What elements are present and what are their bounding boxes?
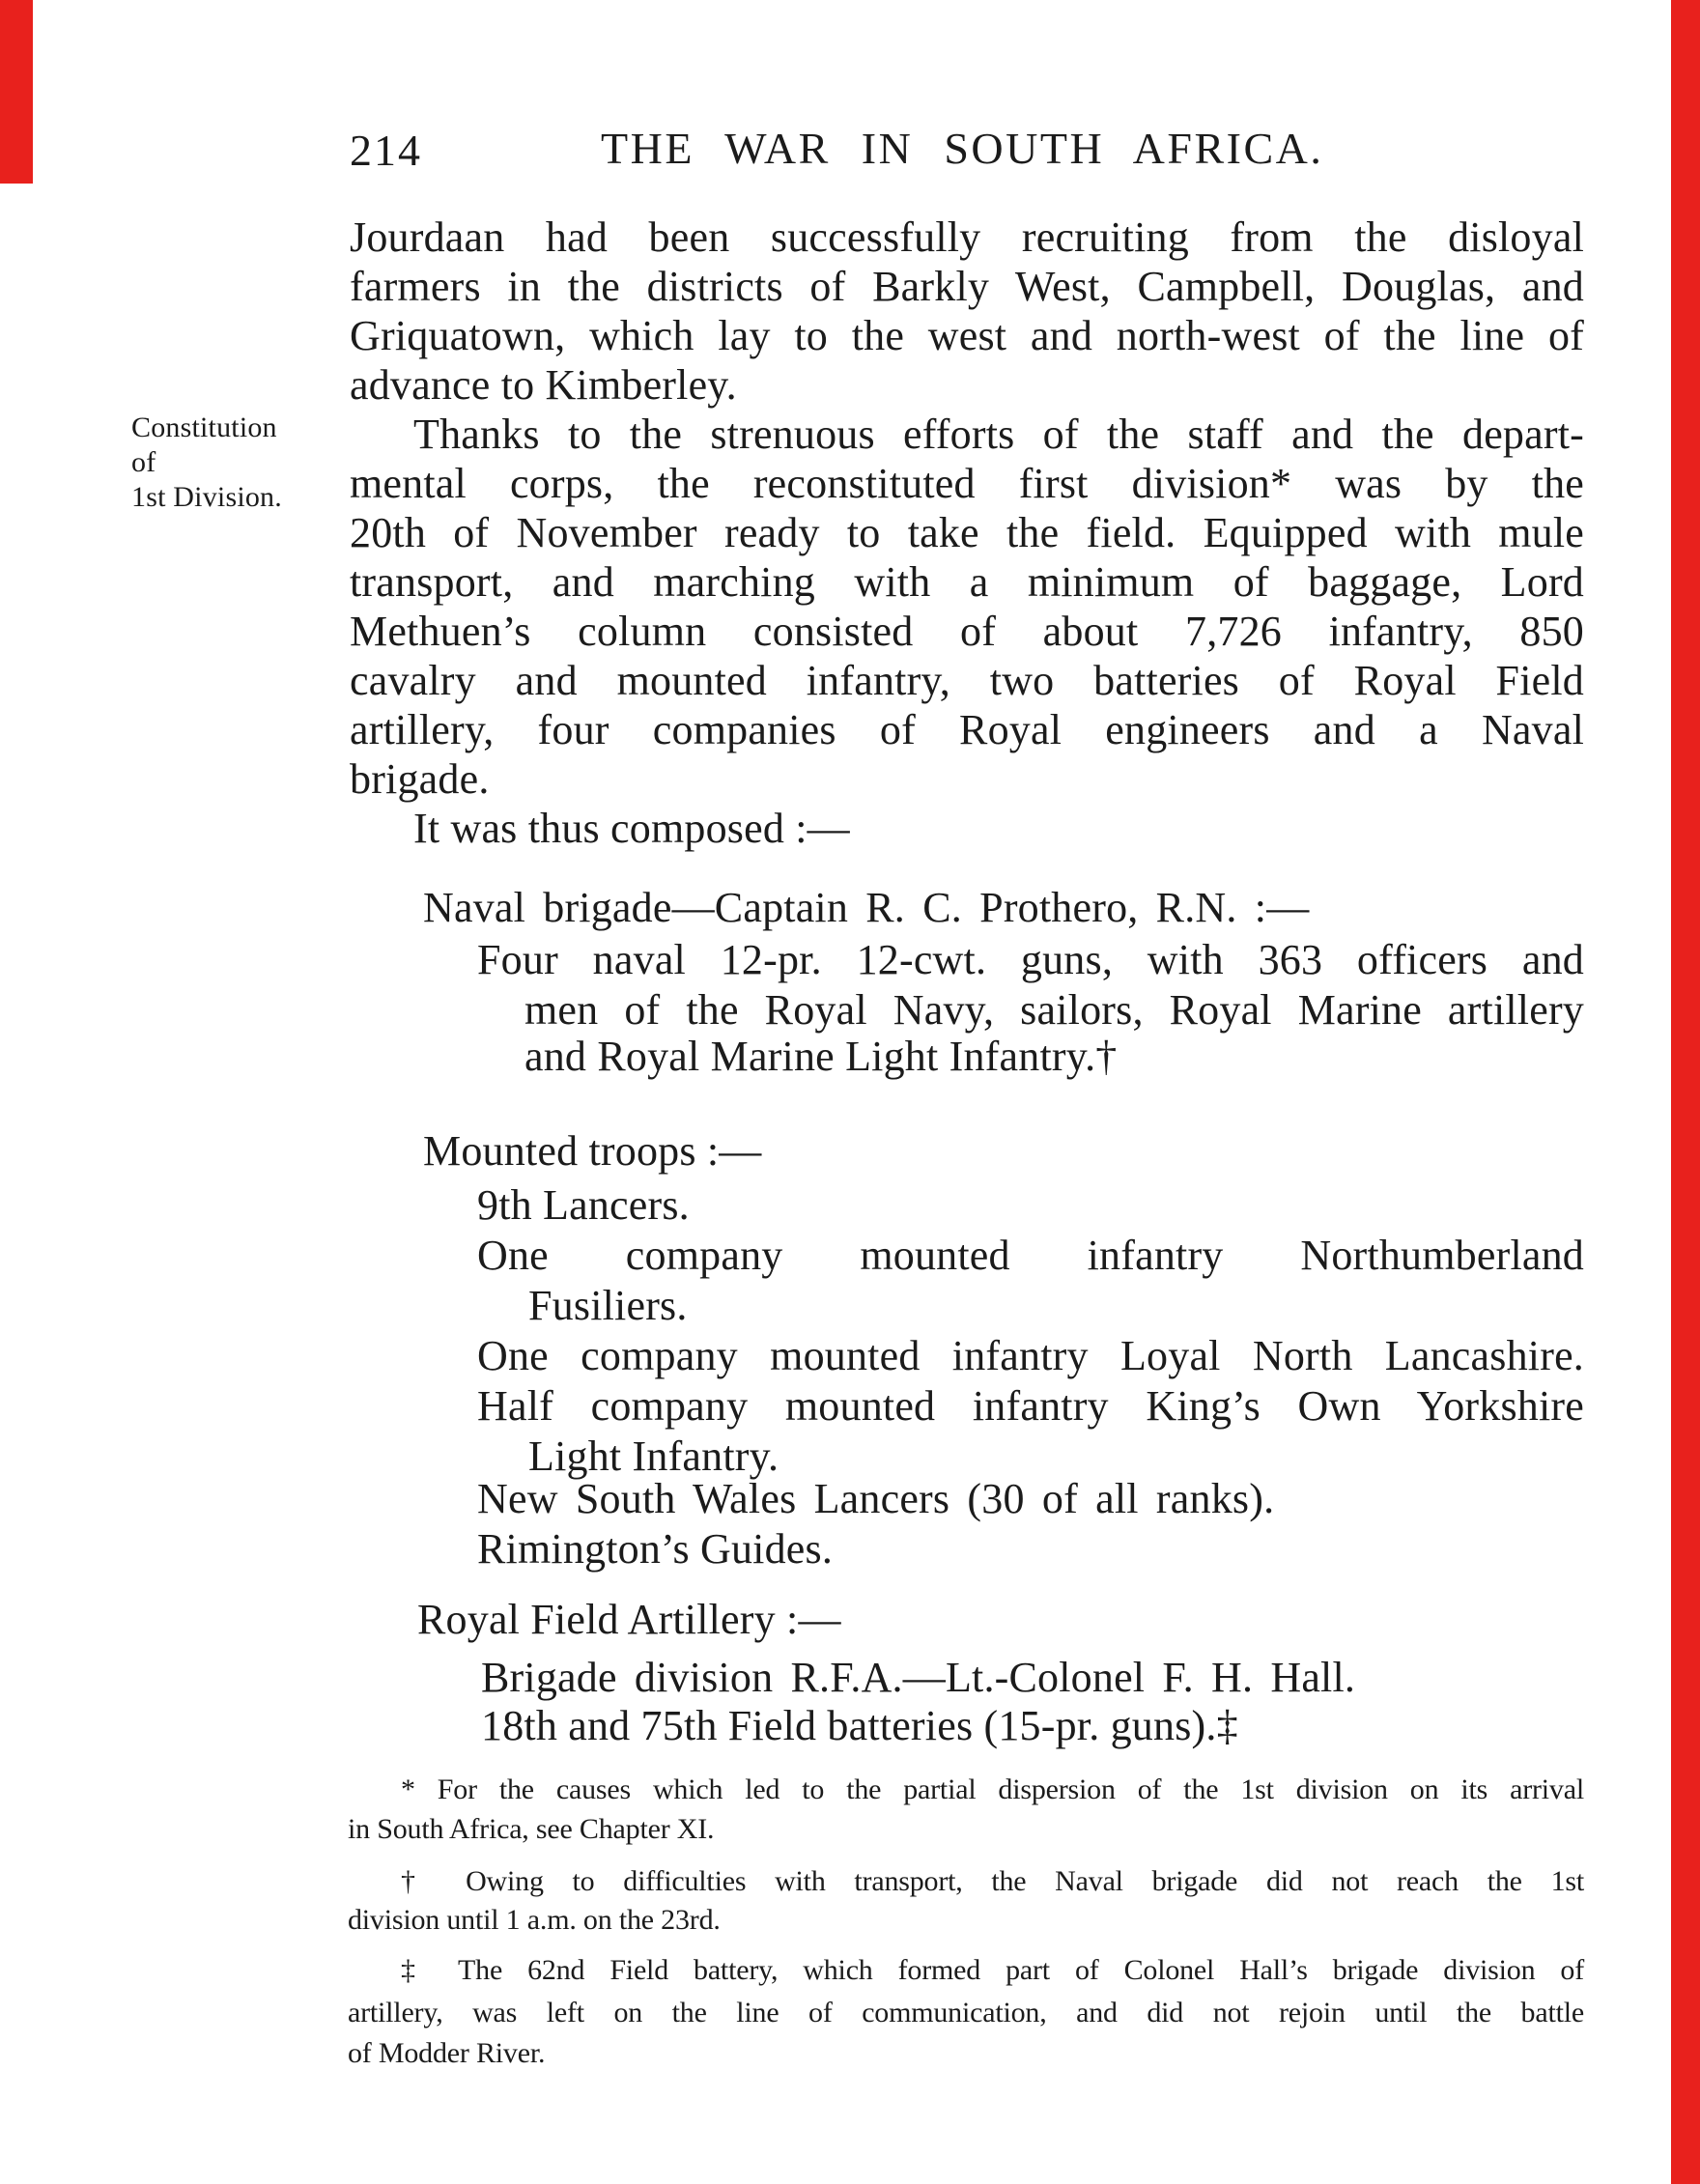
mounted-troops-item: Half company mounted infantry King’s Own Yorkshire — [477, 1382, 1584, 1430]
margin-note-line: Constitution — [131, 411, 277, 443]
page-number: 214 — [350, 126, 422, 175]
rfa-line: 18th and 75th Field batteries (15-pr. guns).‡ — [481, 1702, 1238, 1749]
mounted-troops-item: One company mounted infantry Loyal North Lancashire. — [477, 1332, 1584, 1379]
body-line: transport, and marching with a minimum of baggage, Lord — [350, 558, 1584, 606]
footnote-line: of Modder River. — [348, 2037, 546, 2069]
running-title: THE WAR IN SOUTH AFRICA. — [601, 124, 1324, 173]
body-line: Methuen’s column consisted of about 7,726 infantry, 850 — [350, 608, 1584, 655]
margin-note-line: 1st Division. — [131, 481, 282, 513]
mounted-troops-item: Light Infantry. — [528, 1432, 779, 1480]
naval-brigade-line: and Royal Marine Light Infantry.† — [524, 1033, 1118, 1080]
naval-brigade-header: Naval brigade—Captain R. C. Prothero, R.N. :— — [423, 884, 1310, 931]
body-line: Thanks to the strenuous efforts of the staff and the depart- — [413, 411, 1584, 458]
footnote-line: artillery, was left on the line of communication, and did not rejoin until the battle — [348, 1997, 1584, 2028]
mounted-troops-header: Mounted troops :— — [423, 1127, 762, 1175]
body-line: Griquatown, which lay to the west and north-west of the line of — [350, 312, 1584, 359]
scan-edge-mark-top-left — [0, 0, 33, 184]
body-line: artillery, four companies of Royal engineers and a Naval — [350, 706, 1584, 753]
footnote-line: ‡ The 62nd Field battery, which formed part of Colonel Hall’s brigade division of — [401, 1954, 1584, 1986]
body-line: Jourdaan had been successfully recruiting from the disloyal — [350, 213, 1584, 261]
rfa-line: Brigade division R.F.A.—Lt.-Colonel F. H. Hall. — [481, 1654, 1356, 1701]
footnote-line: division until 1 a.m. on the 23rd. — [348, 1904, 721, 1936]
mounted-troops-item: New South Wales Lancers (30 of all ranks). — [477, 1475, 1275, 1522]
mounted-troops-item: 9th Lancers. — [477, 1181, 690, 1229]
body-line: 20th of November ready to take the field. Equipped with mule — [350, 509, 1584, 556]
body-line: mental corps, the reconstituted first division* was by the — [350, 460, 1584, 507]
mounted-troops-item: Fusiliers. — [528, 1282, 688, 1329]
rfa-header: Royal Field Artillery :— — [417, 1596, 841, 1643]
mounted-troops-item: One company mounted infantry Northumberland — [477, 1232, 1584, 1279]
naval-brigade-line: Four naval 12-pr. 12-cwt. guns, with 363 officers and — [477, 936, 1584, 983]
body-line: brigade. — [350, 755, 490, 803]
composed-line: It was thus composed :— — [413, 805, 850, 852]
footnote-line: in South Africa, see Chapter XI. — [348, 1813, 715, 1845]
margin-note-line: of — [131, 446, 156, 478]
naval-brigade-line: men of the Royal Navy, sailors, Royal Marine artillery — [524, 986, 1584, 1034]
footnote-line: † Owing to difficulties with transport, the Naval brigade did not reach the 1st — [401, 1865, 1584, 1897]
scan-edge-mark-right — [1671, 0, 1700, 2184]
mounted-troops-item: Rimington’s Guides. — [477, 1525, 834, 1573]
body-line: farmers in the districts of Barkly West, Campbell, Douglas, and — [350, 263, 1584, 310]
body-line: advance to Kimberley. — [350, 361, 737, 409]
body-line: cavalry and mounted infantry, two batteries of Royal Field — [350, 657, 1584, 704]
footnote-line: * For the causes which led to the partial dispersion of the 1st division on its arrival — [401, 1773, 1584, 1805]
